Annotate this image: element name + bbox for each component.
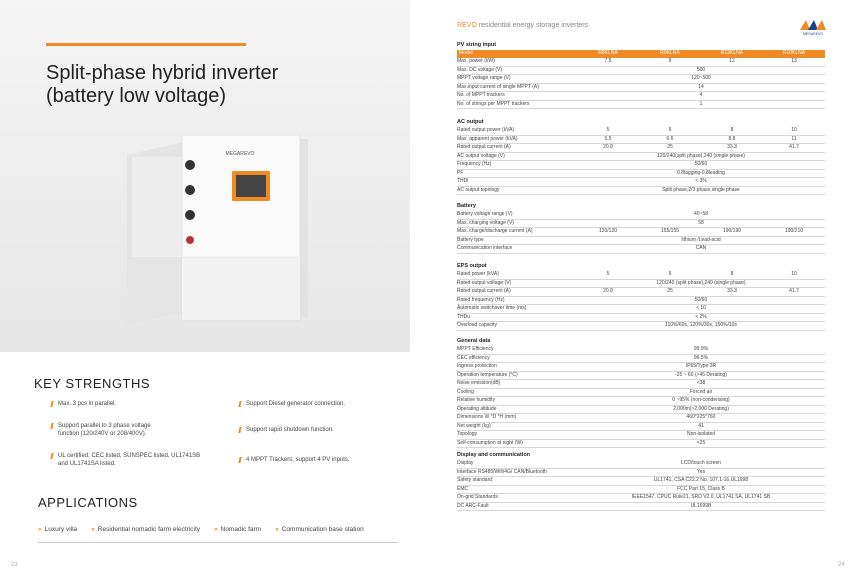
chevron-right-icon: »	[275, 526, 279, 533]
table-row	[457, 186, 825, 195]
row-value: 25	[639, 288, 701, 297]
table-row	[457, 439, 825, 448]
row-value: 6	[639, 127, 701, 135]
bullet-bar-icon	[238, 427, 241, 433]
row-value: 4	[577, 92, 825, 101]
row-label: Rated output voltage (V)	[457, 279, 577, 288]
row-label: Display	[457, 460, 577, 468]
row-value: 20.8	[577, 144, 639, 153]
strength-text: function (120/240V or 208/400V).	[58, 431, 147, 437]
row-value: -25 ~ 60 (>45 Derating)	[577, 371, 825, 380]
strength-item	[58, 400, 116, 408]
table-row	[457, 397, 825, 406]
general-table	[457, 346, 825, 448]
row-value: < 3%	[577, 178, 825, 187]
applications-title: APPLICATIONS	[38, 495, 138, 510]
table-row	[457, 66, 825, 75]
strength-text: and UL1741SA listed.	[58, 461, 116, 467]
row-value: 13	[763, 58, 825, 66]
table-row	[457, 405, 825, 414]
battery-table	[457, 211, 825, 254]
table-row	[457, 322, 825, 331]
general-section	[457, 338, 825, 448]
application-label: Nomadic farm	[220, 526, 262, 533]
row-value: 8	[701, 271, 763, 279]
application-item	[91, 526, 200, 533]
row-label: MPPT Efficiency	[457, 346, 577, 354]
row-value: Non-isolated	[577, 431, 825, 440]
table-row	[457, 494, 825, 503]
table-row	[457, 414, 825, 423]
row-label: Max. apparent power (kVA)	[457, 135, 577, 144]
brand-name: REVO	[457, 22, 477, 29]
row-value: Yes	[577, 468, 825, 477]
section-title: EPS output	[457, 263, 487, 269]
row-label: Safety standard	[457, 477, 577, 486]
left-page	[0, 0, 410, 580]
row-value: 120/120	[577, 228, 639, 237]
row-value: 8	[701, 127, 763, 135]
row-value: 50/60	[577, 296, 825, 305]
table-row	[457, 211, 825, 219]
application-item	[275, 526, 364, 533]
row-value: 20.8	[577, 288, 639, 297]
table-row	[457, 485, 825, 494]
row-value: < 10	[577, 305, 825, 314]
row-value: < 2%	[577, 313, 825, 322]
row-value: 9	[639, 58, 701, 66]
chevron-right-icon: »	[38, 526, 42, 533]
row-value: 5	[577, 127, 639, 135]
row-label: AC output topology	[457, 186, 577, 195]
page-number-left: 23	[11, 562, 18, 568]
page-number-right: 24	[838, 562, 845, 568]
applications-list	[38, 526, 364, 533]
row-value: UL1699B	[577, 502, 825, 511]
row-value: 110%/60s, 120%/30s, 150%/10s	[577, 322, 825, 331]
section-title: Battery	[457, 203, 476, 209]
row-label: No. of strings per MPPT trackers	[457, 100, 577, 109]
chevron-right-icon: »	[214, 526, 218, 533]
row-label: Net weight (kg)	[457, 422, 577, 431]
row-value: Split phase,2/3 phase,single phase	[577, 186, 825, 195]
application-item	[38, 526, 77, 533]
row-value: UL1741, CSA C22.2 No. 107.1-16,UL1998	[577, 477, 825, 486]
title-line-1: Split-phase hybrid inverter	[46, 62, 279, 84]
bullet-bar-icon	[50, 401, 53, 407]
table-row	[457, 83, 825, 92]
row-value: 0.8lagging-0.8leading	[577, 169, 825, 178]
eps-table	[457, 271, 825, 331]
row-label: Dimensions W *D *H (mm)	[457, 414, 577, 423]
page-title	[46, 62, 306, 108]
megarevo-logo-icon	[798, 18, 828, 36]
row-label: Ingress protection	[457, 363, 577, 372]
accent-rule	[46, 43, 246, 46]
strength-text: Support Diesel generator connection.	[246, 401, 346, 407]
application-item	[214, 526, 261, 533]
row-value: 10	[763, 271, 825, 279]
row-label: AC output voltage (V)	[457, 152, 577, 161]
table-row	[457, 460, 825, 468]
pv-section	[457, 42, 825, 109]
row-label: Noise emission(dB)	[457, 380, 577, 389]
strength-text: 4 MPPT Trackers, support 4 PV inputs.	[246, 457, 350, 463]
table-row	[457, 169, 825, 178]
strength-text: UL certified, CEC listed, SUNSPEC listed, UL1741SB	[58, 453, 201, 459]
strength-item	[246, 426, 334, 434]
table-row	[457, 279, 825, 288]
row-value: 460*225*760	[577, 414, 825, 423]
row-label: EMC	[457, 485, 577, 494]
row-label: Operating altitude	[457, 405, 577, 414]
pv-table	[457, 50, 825, 109]
row-label: Max.input current of single MPPT (A)	[457, 83, 577, 92]
row-label: Relative humidity	[457, 397, 577, 406]
row-value: IP65/Type 3R	[577, 363, 825, 372]
table-row	[457, 75, 825, 84]
inverter-product-image	[122, 135, 312, 330]
row-label: Rated power (kVA)	[457, 271, 577, 279]
title-line-2: (battery low voltage)	[46, 85, 227, 107]
row-label: CEC efficiency	[457, 354, 577, 363]
row-value: R10KLNA	[763, 50, 825, 58]
row-value: LCD/touch screen	[577, 460, 825, 468]
row-value: 12	[701, 58, 763, 66]
table-row	[457, 305, 825, 314]
strength-item	[58, 452, 200, 468]
table-row	[457, 92, 825, 101]
table-header-row	[457, 50, 825, 58]
battery-section	[457, 203, 825, 254]
table-row	[457, 431, 825, 440]
table-row	[457, 135, 825, 144]
row-value: 96.5%	[577, 354, 825, 363]
table-row	[457, 388, 825, 397]
row-label: MPPT voltage range (V)	[457, 75, 577, 84]
brand-header	[457, 22, 588, 29]
ac-table	[457, 127, 825, 195]
chevron-right-icon: »	[91, 526, 95, 533]
row-label: Operation temperature (°C)	[457, 371, 577, 380]
table-row	[457, 236, 825, 245]
table-row	[457, 245, 825, 254]
table-row	[457, 346, 825, 354]
row-value: 11	[763, 135, 825, 144]
table-row	[457, 313, 825, 322]
table-row	[457, 144, 825, 153]
row-value: 58	[577, 219, 825, 228]
section-title: PV string input	[457, 42, 497, 48]
row-value: 14	[577, 83, 825, 92]
row-value: 120~500	[577, 75, 825, 84]
product-logo-label: MEGAREVO	[225, 151, 255, 157]
row-value: 190/190	[701, 228, 763, 237]
row-label: THDi	[457, 178, 577, 187]
table-row	[457, 363, 825, 372]
row-value: 41	[577, 422, 825, 431]
row-value: 1	[577, 100, 825, 109]
row-value: 190/210	[763, 228, 825, 237]
hero-panel	[0, 0, 410, 352]
row-value: FCC Part 15, Class B	[577, 485, 825, 494]
section-title: AC output	[457, 119, 484, 125]
table-row	[457, 228, 825, 237]
application-label: Luxury villa	[44, 526, 78, 533]
logo-text: MEGAREVO	[802, 32, 824, 36]
table-row	[457, 127, 825, 135]
row-value: <38	[577, 380, 825, 389]
bullet-bar-icon	[238, 457, 241, 463]
row-value: 8.8	[701, 135, 763, 144]
row-value: 40~58	[577, 211, 825, 219]
section-title: General data	[457, 338, 491, 344]
row-label: Overload capacity	[457, 322, 577, 331]
strength-item	[58, 422, 151, 438]
row-value: 6	[639, 271, 701, 279]
row-value: 6.6	[639, 135, 701, 144]
row-value: 33.3	[701, 144, 763, 153]
bullet-bar-icon	[50, 423, 53, 429]
strength-text: Support rapid shutdown function.	[246, 427, 334, 433]
table-row	[457, 477, 825, 486]
table-row	[457, 288, 825, 297]
eps-section	[457, 263, 825, 331]
row-value: 33.3	[701, 288, 763, 297]
key-strengths-title: KEY STRENGTHS	[34, 376, 151, 391]
row-label: Frequency (Hz)	[457, 161, 577, 170]
row-value: 155/155	[639, 228, 701, 237]
row-label: THDu	[457, 313, 577, 322]
table-row	[457, 422, 825, 431]
table-row	[457, 58, 825, 66]
brand-subtitle: residential energy storage inverters	[476, 22, 589, 29]
row-label: Rated output current (A)	[457, 144, 577, 153]
divider	[38, 542, 398, 543]
row-value: 10	[763, 127, 825, 135]
row-value: 50/60	[577, 161, 825, 170]
table-row	[457, 161, 825, 170]
row-value: <25	[577, 439, 825, 448]
application-label: Residential nomadic farm electricity	[97, 526, 200, 533]
application-label: Communication base station	[281, 526, 364, 533]
bullet-bar-icon	[238, 401, 241, 407]
table-row	[457, 371, 825, 380]
right-page	[410, 0, 855, 580]
row-value: R8KLNA	[577, 50, 639, 58]
row-label: Automatic switchover time (ms)	[457, 305, 577, 314]
display-table	[457, 460, 825, 511]
row-label: Max. charging voltage (V)	[457, 219, 577, 228]
row-value: 120/240 (split phase),240 (single phase)	[577, 279, 825, 288]
row-value: R9KLNA	[639, 50, 701, 58]
row-value: 5	[577, 271, 639, 279]
bullet-bar-icon	[50, 453, 53, 459]
table-row	[457, 468, 825, 477]
row-label: PF	[457, 169, 577, 178]
strength-text: Support parallel to 3 phase voltage	[58, 423, 151, 429]
row-label: Max. power (kW)	[457, 58, 577, 66]
row-value: 120/240(split phase),240 (single phase)	[577, 152, 825, 161]
row-label: Communication interface	[457, 245, 577, 254]
table-row	[457, 100, 825, 109]
row-label: Rated frequency (Hz)	[457, 296, 577, 305]
table-row	[457, 380, 825, 389]
row-label: Cooling	[457, 388, 577, 397]
row-value: 500	[577, 66, 825, 75]
row-value: 2,000m(>2,000 Derating)	[577, 405, 825, 414]
row-value: 99.9%	[577, 346, 825, 354]
row-value: 5.5	[577, 135, 639, 144]
row-label: Interface RS485/Wifi/4G/ CAN/Bluetooth	[457, 468, 577, 477]
row-value: Forced air	[577, 388, 825, 397]
row-label: Max. charge/discharge current (A)	[457, 228, 577, 237]
row-value: 41.7	[763, 288, 825, 297]
strength-item	[246, 456, 350, 464]
table-row	[457, 152, 825, 161]
row-value: 7.5	[577, 58, 639, 66]
row-value: IEEE1547, CPUC Rule21, SRD V2.0, UL1741 SA, UL1741 SB	[577, 494, 825, 503]
row-label: DC ARC-Fault	[457, 502, 577, 511]
row-label: Battery voltage range (V)	[457, 211, 577, 219]
table-row	[457, 178, 825, 187]
row-value: 25	[639, 144, 701, 153]
row-label: Rated output power (kVA)	[457, 127, 577, 135]
row-value: 41.7	[763, 144, 825, 153]
table-row	[457, 271, 825, 279]
row-label: On-grid Standards	[457, 494, 577, 503]
row-value: CAN	[577, 245, 825, 254]
row-label: No. of MPPT trackers	[457, 92, 577, 101]
row-label: Battery type	[457, 236, 577, 245]
display-section	[457, 452, 825, 511]
row-label: Rated output current (A)	[457, 288, 577, 297]
row-label: Max. DC voltage (V)	[457, 66, 577, 75]
row-label: Topology	[457, 431, 577, 440]
strength-item	[246, 400, 345, 408]
row-value: lithium /Lead-acid	[577, 236, 825, 245]
row-label: Self-consumption at night (W)	[457, 439, 577, 448]
section-title: Display and communication	[457, 452, 531, 458]
row-value: R12KLNA	[701, 50, 763, 58]
table-row	[457, 219, 825, 228]
strength-text: Max. 3 pcs in parallel.	[58, 401, 117, 407]
row-value: 0 ~95% (non-condensing)	[577, 397, 825, 406]
table-row	[457, 354, 825, 363]
table-row	[457, 502, 825, 511]
ac-section	[457, 119, 825, 195]
row-label: Model	[457, 50, 577, 58]
table-row	[457, 296, 825, 305]
